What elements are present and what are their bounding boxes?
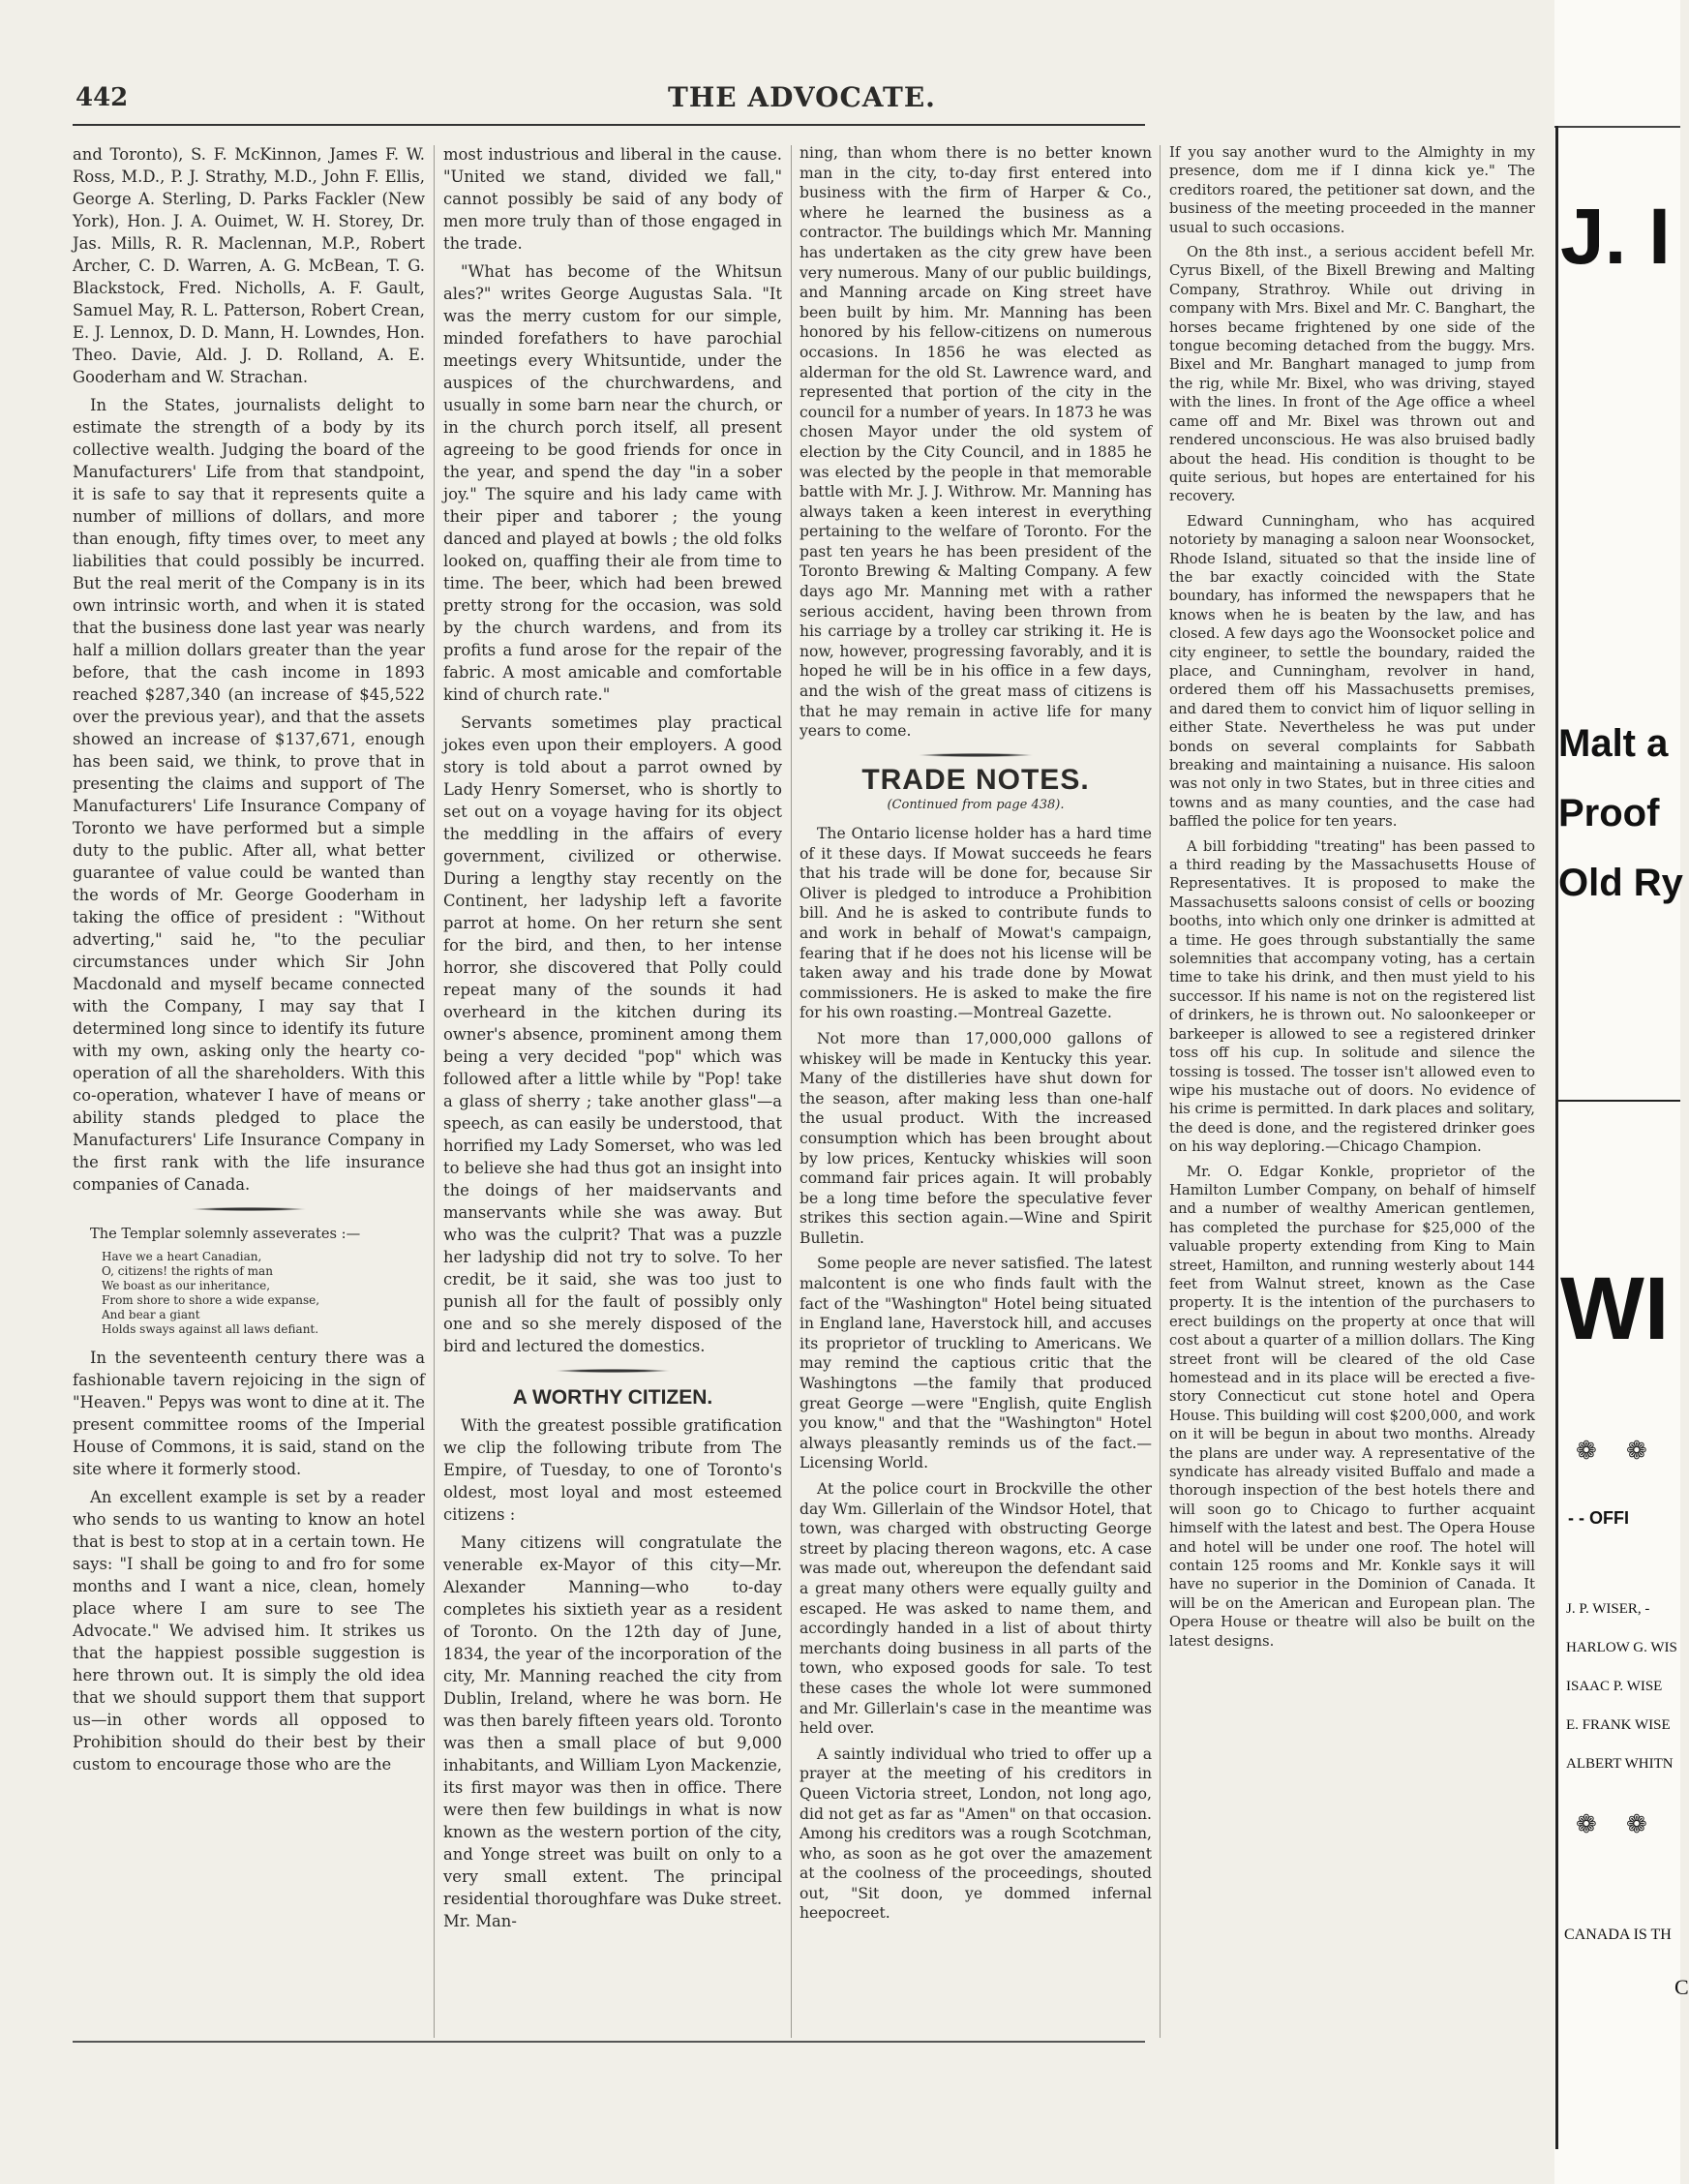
separator-ornament: [191, 1207, 307, 1211]
paragraph: A saintly individual who tried to offer up a prayer at the meeting of his creditors in Queen Victoria street, London, not long ago, did not get as far as "Amen" on that occasion. Among his creditors was a rough Scotchman, who, as soon as he got over the amazement at the coolness of the proceedings, shouted out, "Sit doon, ye dommed infernal heepocreet.: [799, 1744, 1152, 1923]
flower-ornament-icon: ❁: [1576, 1810, 1597, 1839]
flower-ornament-icon: ❁: [1626, 1437, 1647, 1466]
paragraph: With the greatest possible gratification we clip the following tribute from The Empire, of Tuesday, to one of Toronto's oldest, most loyal and most esteemed citizens :: [443, 1416, 782, 1524]
footer-rule: [73, 2041, 1145, 2043]
column-divider: [434, 145, 435, 2038]
advertisement-line: Old Ry: [1558, 862, 1683, 904]
advertisement-divider: [1558, 1100, 1680, 1102]
paragraph: At the police court in Brockville the other day Wm. Gillerlain of the Windsor Hotel, that town, was charged with obstructing George street by placing thereon wagons, etc. A case was made out, whereupon the defendant said a great many others were equally guilty and escaped. He was asked to name them, and accordingly handed in a list of about thirty merchants doing business in all parts of the town, who exposed goods for sale. To test these cases the whole lot were summoned and Mr. Gillerlain's case in the meantime was held over.: [799, 1480, 1152, 1738]
column-1: [73, 143, 425, 2041]
paragraph: Some people are never satisfied. The latest malcontent is one who finds fault with the fact of the "Washington" Hotel being situated in England lane, Haverstock hill, and accuses its proprietor of truckling to Americans. We may remind the captious critic that the Washingtons —the family that produced great George —were "English, quite English you know," and that the "Washington" Hotel always pleasantly reminds us of the fact.—Licensing World.: [799, 1255, 1152, 1472]
paragraph: In the seventeenth century there was a fashionable tavern rejoicing in the sign of "Heaven." Pepys was wont to dine at it. The present committee rooms of the Imperial House of Commons, it is said, stand on the site where it formerly stood.: [73, 1348, 425, 1478]
poem: [102, 1250, 425, 1337]
paragraph: Servants sometimes play practical jokes even upon their employers. A good story is told about a parrot owned by Lady Henry Somerset, who is shortly to set out on a voyage having for its object the meddling in the affairs of every government, civilized or otherwise. During a lengthy stay recently on the Continent, her ladyship left a favorite parrot at home. On her return she sent for the bird, and then, to her intense horror, she discovered that Polly could repeat many of the sounds it had overheard in the kitchen during its owner's absence, prominent among them being a very decided "pop" which was followed after a little while by "Pop! take a glass of sherry ; take another glass"—a speech, as can easily be understood, that horrified my Lady Somerset, who was led to believe she had thus got an insight into the doings of her maidservants and manservants while she was away. But who was the culprit? That was a puzzle her ladyship did not try to solve. To her credit, be it said, she was too just to punish all for the fault of possibly only one and so she merely disposed of the bird and lectured the domestics.: [443, 713, 782, 1355]
advertisement-panel: [1554, 0, 1680, 2184]
column-2: [443, 143, 782, 2041]
poem-line: O, citizens! the rights of man: [102, 1263, 273, 1278]
advertisement-line: Proof: [1558, 792, 1660, 834]
column-4: [1169, 143, 1535, 2041]
advertisement-border: [1555, 126, 1558, 2149]
paragraph: Many citizens will congratulate the venerable ex-Mayor of this city—Mr. Alexander Manning—who to-day completes his sixtieth year as a resident of Toronto. On the 12th day of June, 1834, the year of the incorporation of the city, Mr. Manning reached the city from Dublin, Ireland, where he was born. He was then barely fifteen years old. Toronto was then a small place of but 9,000 inhabitants, and William Lyon Mackenzie, its first mayor was then in office. There were then few buildings in what is now known as the western portion of the city, and Yonge street was built on only to a very small extent. The principal residential thoroughfare was Duke street. Mr. Man-: [443, 1533, 782, 1930]
advertisement-name: J. P. WISER, -: [1566, 1601, 1650, 1617]
paragraph: most industrious and liberal in the cause. "United we stand, divided we fall," cannot possibly be said of any body of men more truly than of those engaged in the trade.: [443, 145, 782, 253]
separator-ornament: [555, 1369, 671, 1373]
advertisement-line: CANADA IS TH: [1564, 1926, 1672, 1943]
paragraph: "What has become of the Whitsun ales?" writes George Augustas Sala. "It was the merry custom for our simple, minded forefathers to have parochial meetings every Whitsuntide, under the auspices of the churchwardens, and usually in some barn near the church, or in the church porch itself, all present agreeing to be good friends for once in the year, and spend the day "in a sober joy." The squire and his lady came with their piper and taborer ; the young danced and played at bowls ; the old folks looked on, quaffing their ale from time to time. The beer, which had been brewed pretty strong for the occasion, was sold by the church wardens, and from its profits a fund arose for the repair of the fabric. A most amicable and comfortable kind of church rate.": [443, 262, 782, 704]
page-number: 442: [75, 83, 129, 112]
advertisement-border: [1554, 126, 1680, 128]
paragraph: ning, than whom there is no better known man in the city, to-day first entered into business with the firm of Harper & Co., where he learned the business as a contractor. The buildings which Mr. Manning has undertaken as the city grew have been very numerous. Many of our public buildings, and Manning arcade on King street have been built by him. Mr. Manning has been honored by his fellow-citizens on numerous occasions. In 1856 he was elected as alderman for the old St. Lawrence ward, and represented that portion of the city in the council for a number of years. In 1873 he was chosen Mayor under the old system of election by the City Council, and in 1885 he was elected by the people in that memorable battle with Mr. J. J. Withrow. Mr. Manning has always taken a keen interest in everything pertaining to the welfare of Toronto. For the past ten years he has been president of the Toronto Brewing & Malting Company. A few days ago Mr. Manning met with a rather serious accident, having been thrown from his carriage by a trolley car striking it. He is now, however, progressing favorably, and it is hoped he will be in his office in a few days, and the wish of the great mass of citizens is that he may remain in active life for many years to come.: [799, 144, 1152, 741]
advertisement-heading: WI: [1560, 1259, 1670, 1358]
header-rule: [73, 124, 1145, 126]
paragraph: Mr. O. Edgar Konkle, proprietor of the Hamilton Lumber Company, on behalf of himself and a number of wealthy American gentlemen, has completed the purchase for $25,000 of the valuable property extending from King to Main street, Hamilton, and running westerly about 144 feet from Walnut street, known as the Case property. It is the intention of the purchasers to erect buildings on the property at once that will cost about a quarter of a million dollars. The King street front will be cleared of the old Case homestead and in its place will be erected a five-story Connecticut cut stone hotel and Opera House. This building will cost $200,000, and work on it will be begun in about two months. Already the plans are under way. A representative of the syndicate has already visited Buffalo and made a thorough inspection of the best hotels there and will soon go to Chicago to further acquaint himself with the latest and best. The Opera House and hotel will be under one roof. The hotel will contain 125 rooms and Mr. Konkle says it will have no superior in the Dominion of Canada. It will be on the American and European plan. The Opera House or theatre will also be built on the latest designs.: [1169, 1163, 1535, 1650]
poem-line: Holds sways against all laws defiant.: [102, 1321, 319, 1336]
advertisement-line: - - OFFI: [1568, 1508, 1629, 1528]
separator-ornament: [918, 753, 1034, 757]
advertisement-name: ALBERT WHITN: [1566, 1756, 1674, 1772]
poem-line: From shore to shore a wide expanse,: [102, 1292, 320, 1307]
column-3: [799, 143, 1152, 2041]
paragraph: and Toronto), S. F. McKinnon, James F. W. Ross, M.D., P. J. Strathy, M.D., John F. Ellis, George A. Sterling, D. Parks Fackler (New York), Hon. J. A. Ouimet, W. H. Storey, Dr. Jas. Mills, R. R. Maclennan, M.P., Robert Archer, C. D. Warren, A. G. McBean, T. G. Blackstock, Fred. Nicholls, A. F. Gault, Samuel May, R. L. Patterson, Robert Crean, E. J. Lennox, D. D. Mann, H. Lowndes, Hon. Theo. Davie, Ald. J. D. Rolland, A. E. Gooderham and W. Strachan.: [73, 145, 425, 386]
paragraph: Not more than 17,000,000 gallons of whiskey will be made in Kentucky this year. Many of the distilleries have shut down for the season, after making less than one-half the usual product. With the increased consumption which has been brought about by low prices, Kentucky whiskies will soon command fair prices again. It will probably be a long time before the speculative fever strikes this section again.—Wine and Spirit Bulletin.: [799, 1029, 1152, 1247]
column-divider: [791, 145, 792, 2038]
section-heading: TRADE NOTES.: [861, 763, 1090, 796]
advertisement-line: Malt a: [1558, 722, 1669, 765]
advertisement-line: C: [1674, 1975, 1689, 1999]
paragraph: In the States, journalists delight to estimate the strength of a body by its collective wealth. Judging the board of the Manufacturers' Life from that standpoint, it is safe to say that it represents quite a number of millions of dollars, and more than enough, fifty times over, to meet any liabilities that could possibly be incurred. But the real merit of the Company is in its own intrinsic worth, and when it is stated that the business done last year was nearly half a million dollars greater than the year before, that the cash income in 1893 reached $287,340 (an increase of $45,522 over the previous year), and that the assets showed an increase of $137,671, enough has been said, we think, to prove that in presenting the claims and support of The Manufacturers' Life Insurance Company of Toronto we have performed but a simple duty to the public. After all, what better guarantee of value could be wanted than the words of Mr. George Gooderham in taking the office of president : "Without adverting," said he, "to the peculiar circumstances under which Sir John Macdonald and myself became connected with the Company, I may say that I determined long since to identify its future with my own, asking only the hearty co-operation of all the shareholders. With this co-operation, whatever I have of means or ability stands pledged to place the Manufacturers' Life Insurance Company in the first rank with the life insurance companies of Canada.: [73, 396, 425, 1194]
paragraph: If you say another wurd to the Almighty in my presence, dom me if I dinna kick ye." The creditors roared, the petitioner sat down, and the business of the meeting proceeded in the manner usual to such occasions.: [1169, 144, 1535, 236]
section-heading: A WORTHY CITIZEN.: [512, 1386, 713, 1409]
paragraph: The Ontario license holder has a hard time of it these days. If Mowat succeeds he fears that his trade will be done for, because Sir Oliver is pledged to introduce a Prohibition bill. And he is asked to contribute funds to and work in behalf of Mowat's campaign, fearing that if he does not his license will be taken away and his trade done by Mowat commissioners. He is asked to make the fire for his own roasting.—Montreal Gazette.: [799, 825, 1152, 1022]
poem-line: We boast as our inheritance,: [102, 1278, 271, 1292]
advertisement-name: HARLOW G. WIS: [1566, 1640, 1677, 1655]
advertisement-name: ISAAC P. WISE: [1566, 1679, 1663, 1694]
paragraph: An excellent example is set by a reader who sends to us wanting to know an hotel that is best to stop at in a certain town. He says: "I shall be going to and fro for some months and I want a nice, clean, homely place where I am sure to see The Advocate." We advised him. It strikes us that the happiest possible suggestion is here thrown out. It is simply the old idea that we should support them that support us—in other words all opposed to Prohibition should do their best by their custom to encourage those who are the: [73, 1487, 425, 1774]
page-title: THE ADVOCATE.: [668, 81, 936, 113]
paragraph: A bill forbidding "treating" has been passed to a third reading by the Massachusetts House of Representatives. It is proposed to make the Massachusetts saloons consist of cells or boozing booths, into which only one drinker is admitted at a time. He goes through substantially the same solemnities that accompany voting, has a certain time to take his drink, and then must yield to his successor. If his name is not on the registered list of drinkers, he is thrown out. No saloonkeeper or barkeeper is allowed to see a registered drinker toss off his cup. In solitude and silence the tossing is tossed. The tosser isn't allowed even to wipe his mustache out of doors. No evidence of his crime is permitted. In dark places and solitary, the deed is done, and the registered drinker goes on his way deploring.—Chicago Champion.: [1169, 837, 1535, 1156]
advertisement-heading: J. I: [1560, 193, 1671, 281]
flower-ornament-icon: ❁: [1626, 1810, 1647, 1839]
flower-ornament-icon: ❁: [1576, 1437, 1597, 1466]
poem-line: And bear a giant: [102, 1307, 200, 1321]
poem-line: Have we a heart Canadian,: [102, 1249, 262, 1263]
paragraph: The Templar solemnly asseverates :—: [90, 1226, 361, 1242]
continued-note: (Continued from page 438).: [887, 798, 1065, 813]
column-divider: [1160, 145, 1161, 2038]
advertisement-name: E. FRANK WISE: [1566, 1717, 1671, 1733]
paragraph: Edward Cunningham, who has acquired notoriety by managing a saloon near Woonsocket, Rhode Island, situated so that the inside line of the bar exactly coincided with the State boundary, has informed the newspapers that he knows when he is beaten by the law, and has closed. A few days ago the Woonsocket police and city engineer, to settle the boundary, raided the place, and Cunningham, revolver in hand, ordered them off his Massachusetts premises, and dared them to convict him of liquor selling in either State. Nevertheless he was put under bonds on several complaints for Sabbath breaking and maintaining a nuisance. His saloon was not only in two States, but in three cities and towns and as many counties, and the case had baffled the police for ten years.: [1169, 512, 1535, 831]
paragraph: On the 8th inst., a serious accident befell Mr. Cyrus Bixell, of the Bixell Brewing and Malting Company, Strathroy. While out driving in company with Mrs. Bixel and Mr. C. Banghart, the horses became frightened by one side of the tongue becoming detached from the buggy. Mrs. Bixel and Mr. Banghart managed to jump from the rig, while Mr. Bixel, who was driving, stayed with the lines. In front of the Age office a wheel came off and Mr. Bixel was thrown out and rendered unconscious. He was also bruised badly about the head. His condition is thought to be quite serious, but hopes are entertained for his recovery.: [1169, 244, 1535, 505]
